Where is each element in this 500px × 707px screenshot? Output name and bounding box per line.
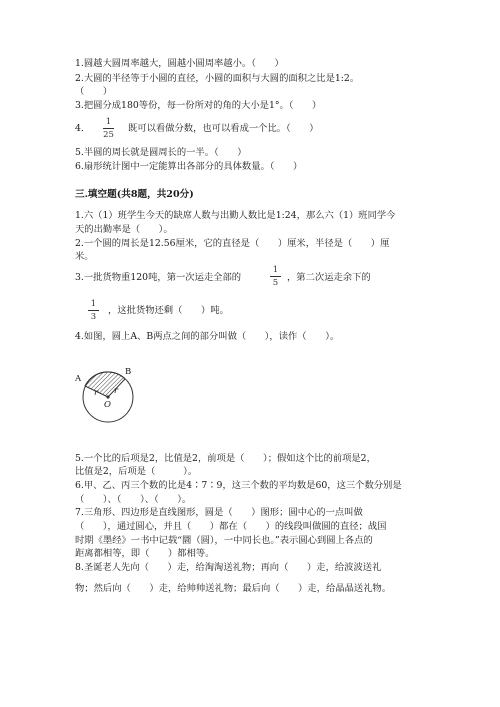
fill-q4: 4.如图，圆上A、B两点之间的部分叫做（ ），读作（ ）。 xyxy=(75,331,340,342)
judge-q2-line2: （ ） xyxy=(75,86,113,97)
judge-q2-line1: 2.大圆的半径等于小圆的直径，小圆的面积与大圆的面积之比是1:2。 xyxy=(75,73,360,84)
judge-q4-fraction xyxy=(103,117,114,140)
fill-q2-line2: 米。 xyxy=(75,251,94,262)
fraction-denominator: 3 xyxy=(90,312,97,322)
fill-q7-line2: （ ），通过圆心，并且（ ）都在（ ）的线段叫做圆的直径；战国 xyxy=(75,521,387,532)
fill-q8-line1: 8.圣诞老人先向（ ）走，给淘淘送礼物；再向（ ）走，给波波送礼 xyxy=(75,562,382,573)
fill-q3-fraction-1 xyxy=(270,265,281,288)
fill-q2-line1: 2.一个圆的周长是12.56厘米，它的直径是（ ）厘米，半径是（ ）厘 xyxy=(75,238,390,249)
fill-q7-line1: 7.三角形、四边形是直线图形，圆是（ ）图形；圆中心的一点叫做 xyxy=(75,507,363,518)
fraction-numerator: 1 xyxy=(90,299,97,309)
fill-q5-line1: 5.一个比的后项是2，比值是2，前项是（ ）；假如这个比的前项是2， xyxy=(75,453,376,464)
fraction-denominator: 5 xyxy=(272,278,279,288)
fill-q1-line2: 天的出勤率是（ ）。 xyxy=(75,224,173,235)
fill-q7-line3: 时期《墨经》一书中记载“圜（圆），一中同长也。”表示圆心到圆上各点的 xyxy=(75,535,373,546)
fraction-bar xyxy=(103,128,114,129)
fraction-bar xyxy=(270,276,281,277)
fill-q3-part1: 3.一批货物重120吨，第一次运走全部的 xyxy=(75,272,242,283)
fill-q3-fraction-2 xyxy=(88,299,99,322)
judge-q4-number: 4. xyxy=(75,123,84,134)
radius-label-right: r xyxy=(114,386,119,396)
fill-q6-line1: 6.甲、乙、丙三个数的比是4∶7∶9，这三个数的平均数是60，这三个数分别是 xyxy=(75,480,402,491)
judge-q6: 6.扇形统计图中一定能算出各部分的具体数量。（ ） xyxy=(75,161,303,172)
point-a-label: A xyxy=(75,374,82,384)
center-o-label: O xyxy=(104,400,111,410)
section-heading-fill-blanks: 三.填空题(共8题，共20分) xyxy=(75,189,194,200)
fraction-bar xyxy=(88,310,99,311)
circle-arc-figure xyxy=(75,362,135,427)
judge-q1: 1.圆越大圆周率越大，圆越小圆周率越小。（ ） xyxy=(75,58,284,69)
judge-q3: 3.把圆分成180等份，每一份所对的角的大小是1°。（ ） xyxy=(75,100,322,111)
fill-q5-line2: 比值是2，后项是（ ）。 xyxy=(75,466,198,477)
fraction-numerator: 1 xyxy=(105,117,112,127)
center-point xyxy=(106,395,109,398)
fill-q3-part2: ，第二次运走余下的 xyxy=(287,272,371,283)
fill-q8-line2: 物；然后向（ ）走，给帅帅送礼物；最后向（ ）走，给晶晶送礼物。 xyxy=(75,583,392,594)
point-b-label: B xyxy=(125,367,132,377)
fill-q6-line2: （ ）、（ ）、（ ）。 xyxy=(75,494,192,505)
radius-label-left: r xyxy=(94,388,99,398)
fraction-numerator: 1 xyxy=(272,265,279,275)
fraction-denominator: 25 xyxy=(103,130,114,140)
shaded-sector xyxy=(85,372,125,397)
judge-q5: 5.半圆的周长就是圆周长的一半。（ ） xyxy=(75,147,247,158)
judge-q4-text: 既可以看做分数，也可以看成一个比。（ ） xyxy=(128,123,319,134)
fill-q7-line4: 距离都相等，即（ ）都相等。 xyxy=(75,548,215,559)
fill-q1-line1: 1.六（1）班学生今天的缺席人数与出勤人数比是1:24，那么六（1）班同学今 xyxy=(75,210,396,221)
fill-q3-part3: ，这批货物还剩（ ）吨。 xyxy=(108,305,229,316)
